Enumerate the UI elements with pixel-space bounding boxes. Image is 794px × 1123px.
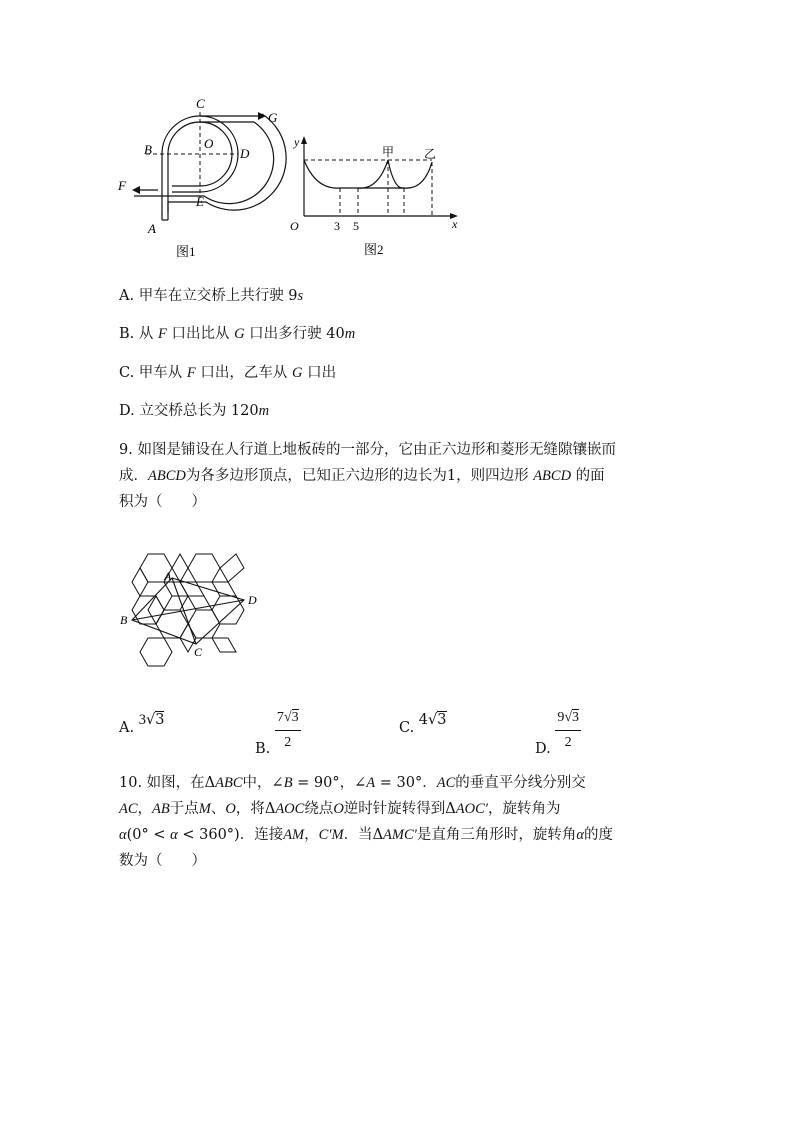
figure-3-tiling xyxy=(118,532,268,672)
fig1-label-o: O xyxy=(204,136,214,151)
fig2-tick-3: 3 xyxy=(334,219,340,233)
q10-line-1: 10. 如图，在ΔABC中，∠B = 90°，∠A = 30°．AC的垂直平分线分别交 xyxy=(119,775,586,791)
fig1-label-d: D xyxy=(240,146,250,161)
fig2-label-jia: 甲 xyxy=(382,145,395,159)
fig1-label-b: B xyxy=(144,142,152,157)
fig2-label-y: y xyxy=(294,135,300,149)
q9-line-1: 9. 如图是铺设在人行道上地板砖的一部分，它由正六边形和菱形无缝隙镶嵌而 xyxy=(119,442,616,458)
q10-line-2: AC，AB于点M、O，将ΔAOC绕点O逆时针旋转得到ΔAOC′，旋转角为 xyxy=(119,801,561,817)
fig3-label-d: D xyxy=(248,593,257,607)
q8-option-d: D. 立交桥总长为 120m xyxy=(119,403,270,419)
q9-option-a: A. 3√3 xyxy=(119,712,165,736)
fig3-label-c: C xyxy=(194,645,203,659)
q10-stem xyxy=(119,770,684,874)
fig2-label-origin: O xyxy=(290,219,299,233)
q9-stem xyxy=(119,437,684,515)
figure-2-graph xyxy=(286,132,466,262)
fig1-label-a: A xyxy=(148,221,156,236)
q8-option-a: A. 甲车在立交桥上共行驶 9s xyxy=(119,288,304,304)
fig3-label-b: B xyxy=(120,613,128,627)
fig2-label-yi: 乙 xyxy=(424,147,437,161)
q8-option-c: C. 甲车从 F 口出，乙车从 G 口出 xyxy=(119,365,337,381)
q10-line-4: 数为（ ） xyxy=(119,853,206,869)
fig1-label-e: E xyxy=(196,194,204,209)
q8-option-b: B. 从 F 口出比从 G 口出多行驶 40m xyxy=(119,326,356,342)
fig1-label-f: F xyxy=(118,178,126,193)
figure-1-interchange xyxy=(112,92,292,262)
fig1-caption: 图1 xyxy=(176,244,196,259)
q9-option-b: B. $\frac{7√3}{2}$ xyxy=(255,706,301,755)
fig2-label-x: x xyxy=(452,217,458,231)
q9-option-d: D. $\frac{9√3}{2}$ xyxy=(535,706,581,755)
fig2-caption: 图2 xyxy=(364,242,384,257)
fig1-label-g: G xyxy=(268,110,278,125)
fig3-label-a: A xyxy=(164,569,172,583)
fig2-tick-5: 5 xyxy=(353,219,359,233)
fig1-label-c: C xyxy=(196,96,205,111)
q9-option-c: C. 4√3 xyxy=(399,712,447,736)
q9-line-3: 积为（ ） xyxy=(119,494,206,510)
q9-line-2: 成．ABCD为各多边形顶点，已知正六边形的边长为1，则四边形 ABCD 的面 xyxy=(119,468,605,484)
q10-line-3: α(0° < α < 360°)．连接AM，C′M．当ΔAMC′是直角三角形时，旋转角α的度 xyxy=(119,827,613,843)
